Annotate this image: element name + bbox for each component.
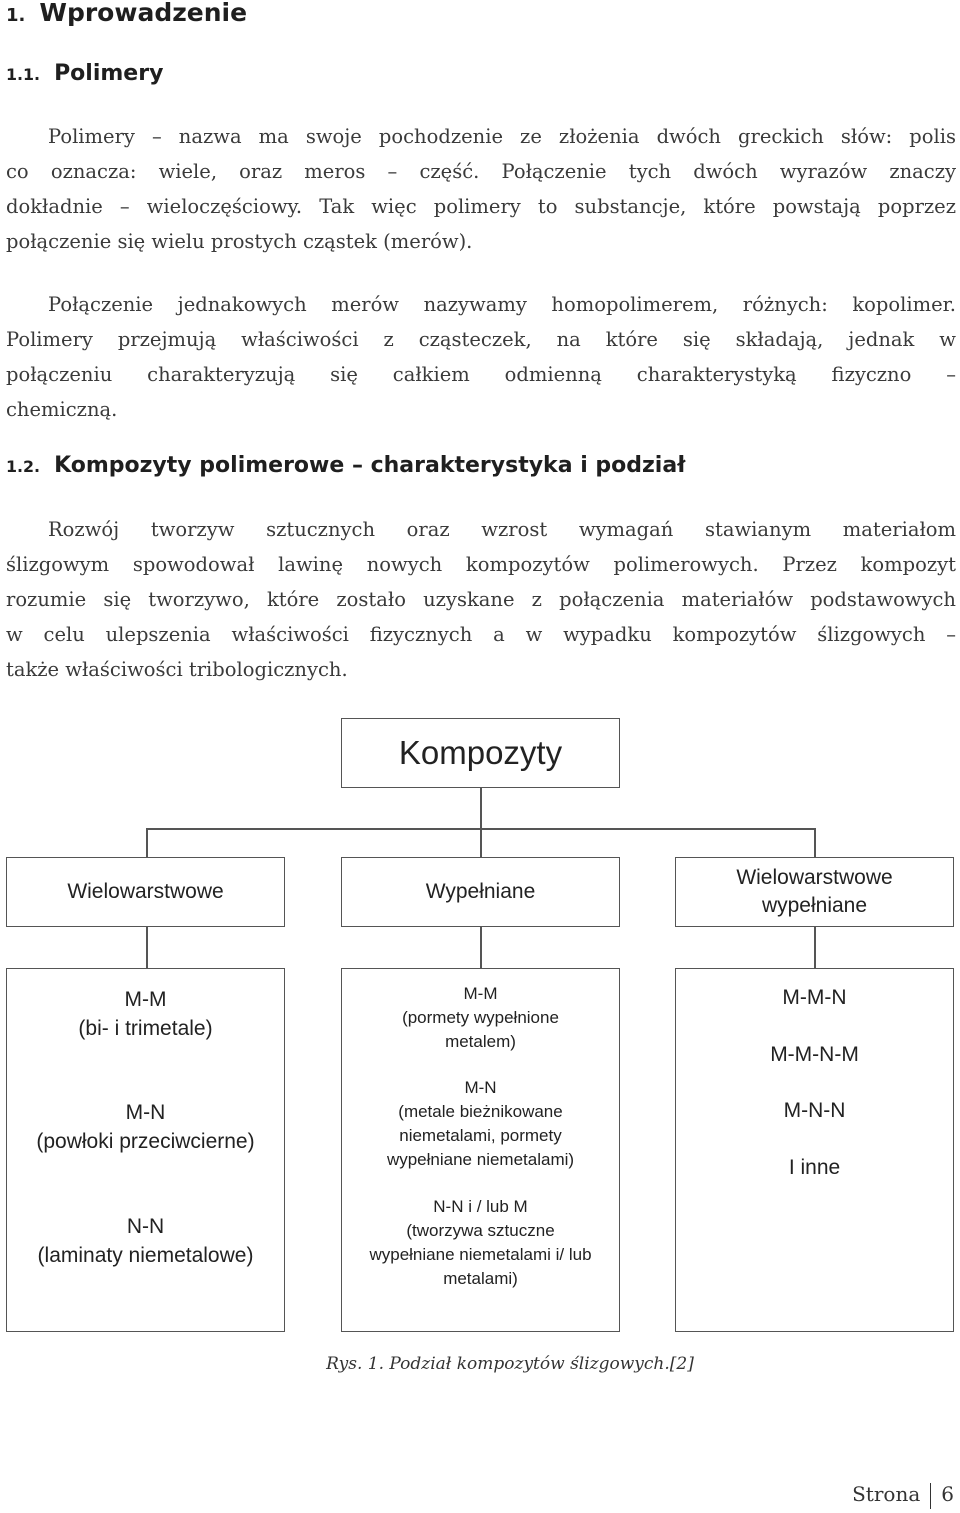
detail-code: M-M bbox=[463, 984, 498, 1003]
text-line: co oznacza: wiele, oraz meros – część. Połączenie tych dwóch wyrazów znaczy bbox=[6, 160, 956, 183]
connector-line bbox=[480, 828, 482, 858]
section-heading-kompozyty bbox=[6, 453, 685, 478]
diagram-box-col2-details bbox=[341, 968, 620, 1332]
text-line: Rozwój tworzyw sztucznych oraz wzrost wymagań stawianym materiałom bbox=[48, 518, 956, 541]
figure-caption: Rys. 1. Podział kompozytów ślizgowych.[2] bbox=[326, 1354, 694, 1374]
detail-code: M-N-N bbox=[783, 1099, 846, 1122]
detail-desc: niemetalami, pormety bbox=[399, 1126, 562, 1145]
detail-desc: (bi- i trimetale) bbox=[78, 1017, 213, 1040]
section-number: 1.2. bbox=[6, 457, 41, 476]
detail-code: I inne bbox=[788, 1156, 841, 1179]
detail-code: M-N bbox=[464, 1078, 497, 1097]
text-line: Połączenie jednakowych merów nazywamy homopolimerem, różnych: kopolimer. bbox=[48, 293, 956, 316]
text-line: połączenie się wielu prostych cząstek (merów). bbox=[6, 230, 473, 253]
detail-code: N-N i / lub M bbox=[433, 1197, 528, 1216]
text-line: rozumie się tworzywo, które zostało uzyskane z połączenia materiałów podstawowych bbox=[6, 588, 956, 611]
detail-code: N-N bbox=[126, 1215, 165, 1238]
section-number: 1.1. bbox=[6, 65, 41, 84]
detail-group bbox=[7, 1212, 284, 1270]
diagram-box-wypelniane bbox=[341, 857, 620, 927]
detail-desc: (powłoki przeciwcierne) bbox=[36, 1130, 255, 1153]
chapter-heading bbox=[6, 0, 247, 27]
text-line: także właściwości tribologicznych. bbox=[6, 658, 348, 681]
section-title: Kompozyty polimerowe – charakterystyka i podział bbox=[54, 453, 686, 478]
detail-group bbox=[342, 1195, 619, 1291]
detail-group bbox=[7, 1098, 284, 1156]
detail-code: M-M bbox=[124, 988, 167, 1011]
detail-code: M-M-N-M bbox=[770, 1043, 859, 1066]
connector-line bbox=[480, 788, 482, 829]
chapter-title: Wprowadzenie bbox=[39, 0, 248, 27]
section-title: Polimery bbox=[54, 61, 164, 86]
detail-desc: wypełniane niemetalami) bbox=[386, 1150, 575, 1169]
detail-desc: (metale bieżnikowane bbox=[398, 1102, 563, 1121]
detail-code: M-M-N bbox=[782, 986, 847, 1009]
detail-desc: wypełniane niemetalami i/ lub bbox=[369, 1245, 592, 1264]
text-line: dokładnie – wieloczęściowy. Tak więc polimery to substancje, które powstają poprzez bbox=[6, 195, 956, 218]
diagram-box-col1-details bbox=[6, 968, 285, 1332]
connector-line bbox=[146, 828, 148, 858]
detail-desc: metalami) bbox=[443, 1269, 518, 1288]
connector-line bbox=[814, 828, 816, 858]
text-line: ślizgowym spowodował lawinę nowych kompozytów polimerowych. Przez kompozyt bbox=[6, 553, 956, 576]
connector-line bbox=[146, 927, 148, 969]
footer-separator bbox=[930, 1483, 931, 1509]
paragraph-polimery-intro bbox=[6, 119, 956, 259]
detail-group bbox=[342, 982, 619, 1054]
detail-desc: (laminaty niemetalowe) bbox=[37, 1244, 254, 1267]
paragraph-homopolimer bbox=[6, 287, 956, 427]
diagram-box-label: Wielowarstwowe bbox=[67, 880, 224, 903]
diagram-box-label: Wielowarstwowe wypełniane bbox=[736, 866, 893, 917]
diagram-root-label: Kompozyty bbox=[398, 734, 563, 771]
detail-desc: (pormety wypełnione bbox=[402, 1008, 559, 1027]
paragraph-kompozyty bbox=[6, 512, 956, 687]
diagram-box-wielowarstwowe-wypelniane bbox=[675, 857, 954, 927]
footer-label: Strona bbox=[852, 1482, 921, 1506]
connector-line bbox=[480, 927, 482, 969]
diagram-root-box bbox=[341, 718, 620, 788]
detail-code: M-N bbox=[125, 1101, 166, 1124]
section-heading-polimery bbox=[6, 61, 163, 86]
text-line: Polimery przejmują właściwości z cząsteczek, na które się składają, jednak w bbox=[6, 328, 956, 351]
detail-desc: metalem) bbox=[445, 1032, 516, 1051]
connector-line bbox=[814, 927, 816, 969]
detail-desc: (tworzywa sztuczne bbox=[406, 1221, 555, 1240]
text-line: Polimery – nazwa ma swoje pochodzenie ze złożenia dwóch greckich słów: polis bbox=[48, 125, 956, 148]
chapter-number: 1. bbox=[6, 5, 26, 26]
text-line: chemiczną. bbox=[6, 398, 118, 421]
text-line: połączeniu charakteryzują się całkiem odmienną charakterystyką fizyczno – bbox=[6, 363, 956, 386]
detail-group bbox=[342, 1076, 619, 1172]
detail-group bbox=[7, 985, 284, 1043]
page-number: 6 bbox=[941, 1482, 954, 1506]
text-line: w celu ulepszenia właściwości fizycznych a w wypadku kompozytów ślizgowych – bbox=[6, 623, 956, 646]
diagram-box-wielowarstwowe bbox=[6, 857, 285, 927]
diagram-box-col3-details bbox=[675, 968, 954, 1332]
page-footer bbox=[852, 1482, 954, 1509]
diagram-box-label: Wypełniane bbox=[425, 880, 536, 903]
